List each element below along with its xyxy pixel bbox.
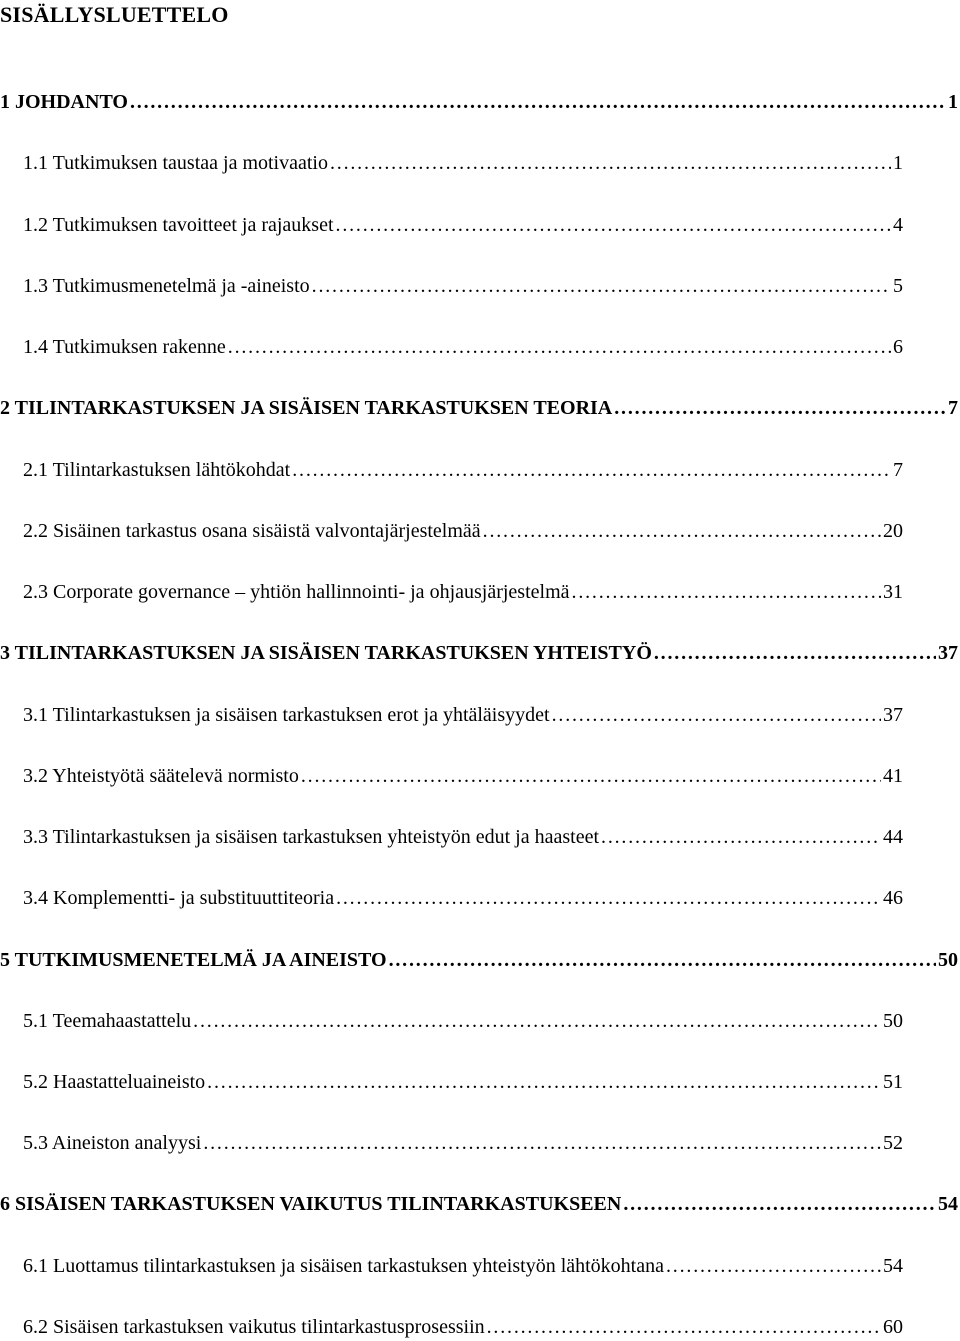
toc-entry[interactable] <box>23 456 903 484</box>
toc-entry-page-number: 1 <box>893 152 903 174</box>
toc-entry-label: 1.2 Tutkimuksen tavoitteet ja rajaukset <box>23 214 334 236</box>
toc-entry[interactable] <box>23 272 903 300</box>
toc-entry-page-number: 4 <box>893 214 903 236</box>
toc-entry[interactable] <box>23 1252 903 1280</box>
toc-entry[interactable] <box>0 88 958 116</box>
toc-title: SISÄLLYSLUETTELO <box>0 2 229 27</box>
toc-entry-label: 3 TILINTARKASTUKSEN JA SISÄISEN TARKASTUKSEN YHTEISTYÖ <box>0 642 652 664</box>
toc-entry-page-number: 5 <box>893 275 903 297</box>
toc-entry[interactable] <box>23 1129 903 1157</box>
dot-leader <box>207 1068 881 1096</box>
toc-entry[interactable] <box>23 333 903 361</box>
toc-entry-label: 5.3 Aineiston analyysi <box>23 1132 202 1154</box>
toc-entry-page-number: 31 <box>883 581 903 603</box>
dot-leader <box>666 1252 881 1280</box>
toc-entry-label: 1 JOHDANTO <box>0 91 128 113</box>
toc-entry-page-number: 51 <box>883 1071 903 1093</box>
dot-leader <box>654 639 936 667</box>
toc-entry[interactable] <box>23 884 903 912</box>
toc-entry-label: 3.3 Tilintarkastuksen ja sisäisen tarkastuksen yhteistyön edut ja haasteet <box>23 826 600 848</box>
toc-entry-page-number: 46 <box>883 887 903 909</box>
toc-entry-label: 3.2 Yhteistyötä säätelevä normisto <box>23 765 299 787</box>
toc-entry-page-number: 50 <box>883 1010 903 1032</box>
toc-entry[interactable] <box>0 394 958 422</box>
toc-entry-label: 2.3 Corporate governance – yhtiön hallinnointi- ja ohjausjärjestelmä <box>23 581 570 603</box>
toc-entry-label: 5 TUTKIMUSMENETELMÄ JA AINEISTO <box>0 949 387 971</box>
toc-entry-label: 2.2 Sisäinen tarkastus osana sisäistä valvontajärjestelmää <box>23 520 481 542</box>
toc-entry-label: 6.2 Sisäisen tarkastuksen vaikutus tilintarkastusprosessiin <box>23 1316 485 1338</box>
toc-entry-page-number: 50 <box>938 949 958 971</box>
dot-leader <box>130 88 946 116</box>
dot-leader <box>389 946 936 974</box>
toc-entry[interactable] <box>0 639 958 667</box>
dot-leader <box>330 149 891 177</box>
toc-entry-page-number: 44 <box>883 826 903 848</box>
dot-leader <box>572 578 881 606</box>
toc-entry[interactable] <box>23 211 903 239</box>
toc-entry[interactable] <box>23 1068 903 1096</box>
dot-leader <box>487 1313 881 1341</box>
toc-entry-page-number: 41 <box>883 765 903 787</box>
toc-entry[interactable] <box>23 517 903 545</box>
toc-entry-page-number: 54 <box>883 1255 903 1277</box>
toc-entry-label: 5.1 Teemahaastattelu <box>23 1010 192 1032</box>
dot-leader <box>336 211 891 239</box>
toc-entry[interactable] <box>23 578 903 606</box>
toc-entry-page-number: 7 <box>893 459 903 481</box>
toc-entry-page-number: 1 <box>948 91 958 113</box>
toc-entry-page-number: 60 <box>883 1316 903 1338</box>
toc-entry-page-number: 54 <box>938 1193 958 1215</box>
toc-entry-label: 3.4 Komplementti- ja substituuttiteoria <box>23 887 335 909</box>
dot-leader <box>203 1129 881 1157</box>
dot-leader <box>601 823 881 851</box>
dot-leader <box>614 394 946 422</box>
toc-entry-page-number: 37 <box>938 642 958 664</box>
toc-entry-page-number: 52 <box>883 1132 903 1154</box>
toc-entry[interactable] <box>23 149 903 177</box>
dot-leader <box>623 1190 936 1218</box>
dot-leader <box>228 333 891 361</box>
toc-entry-label: 1.3 Tutkimusmenetelmä ja -aineisto <box>23 275 310 297</box>
toc-entry[interactable] <box>23 1313 903 1341</box>
toc-entry-page-number: 20 <box>883 520 903 542</box>
toc-entry-label: 6 SISÄISEN TARKASTUKSEN VAIKUTUS TILINTARKASTUKSEEN <box>0 1193 622 1215</box>
toc-entry[interactable] <box>23 823 903 851</box>
dot-leader <box>193 1007 881 1035</box>
toc-entry-label: 2 TILINTARKASTUKSEN JA SISÄISEN TARKASTUKSEN TEORIA <box>0 397 613 419</box>
toc-entry-page-number: 37 <box>883 704 903 726</box>
toc-entry[interactable] <box>0 1190 958 1218</box>
dot-leader <box>312 272 891 300</box>
toc-entry-label: 3.1 Tilintarkastuksen ja sisäisen tarkastuksen erot ja yhtäläisyydet <box>23 704 550 726</box>
toc-entry[interactable] <box>23 701 903 729</box>
dot-leader <box>301 762 881 790</box>
dot-leader <box>336 884 881 912</box>
toc-entry-label: 2.1 Tilintarkastuksen lähtökohdat <box>23 459 291 481</box>
toc-entry[interactable] <box>23 1007 903 1035</box>
toc-entry-label: 1.1 Tutkimuksen taustaa ja motivaatio <box>23 152 328 174</box>
dot-leader <box>292 456 891 484</box>
toc-entry[interactable] <box>0 946 958 974</box>
dot-leader <box>483 517 881 545</box>
toc-entry-label: 5.2 Haastatteluaineisto <box>23 1071 206 1093</box>
toc-entry-page-number: 7 <box>948 397 958 419</box>
toc-entry-page-number: 6 <box>893 336 903 358</box>
toc-entry-label: 6.1 Luottamus tilintarkastuksen ja sisäisen tarkastuksen yhteistyön lähtökohtana <box>23 1255 664 1277</box>
dot-leader <box>552 701 881 729</box>
toc-entry[interactable] <box>23 762 903 790</box>
toc-entry-label: 1.4 Tutkimuksen rakenne <box>23 336 226 358</box>
